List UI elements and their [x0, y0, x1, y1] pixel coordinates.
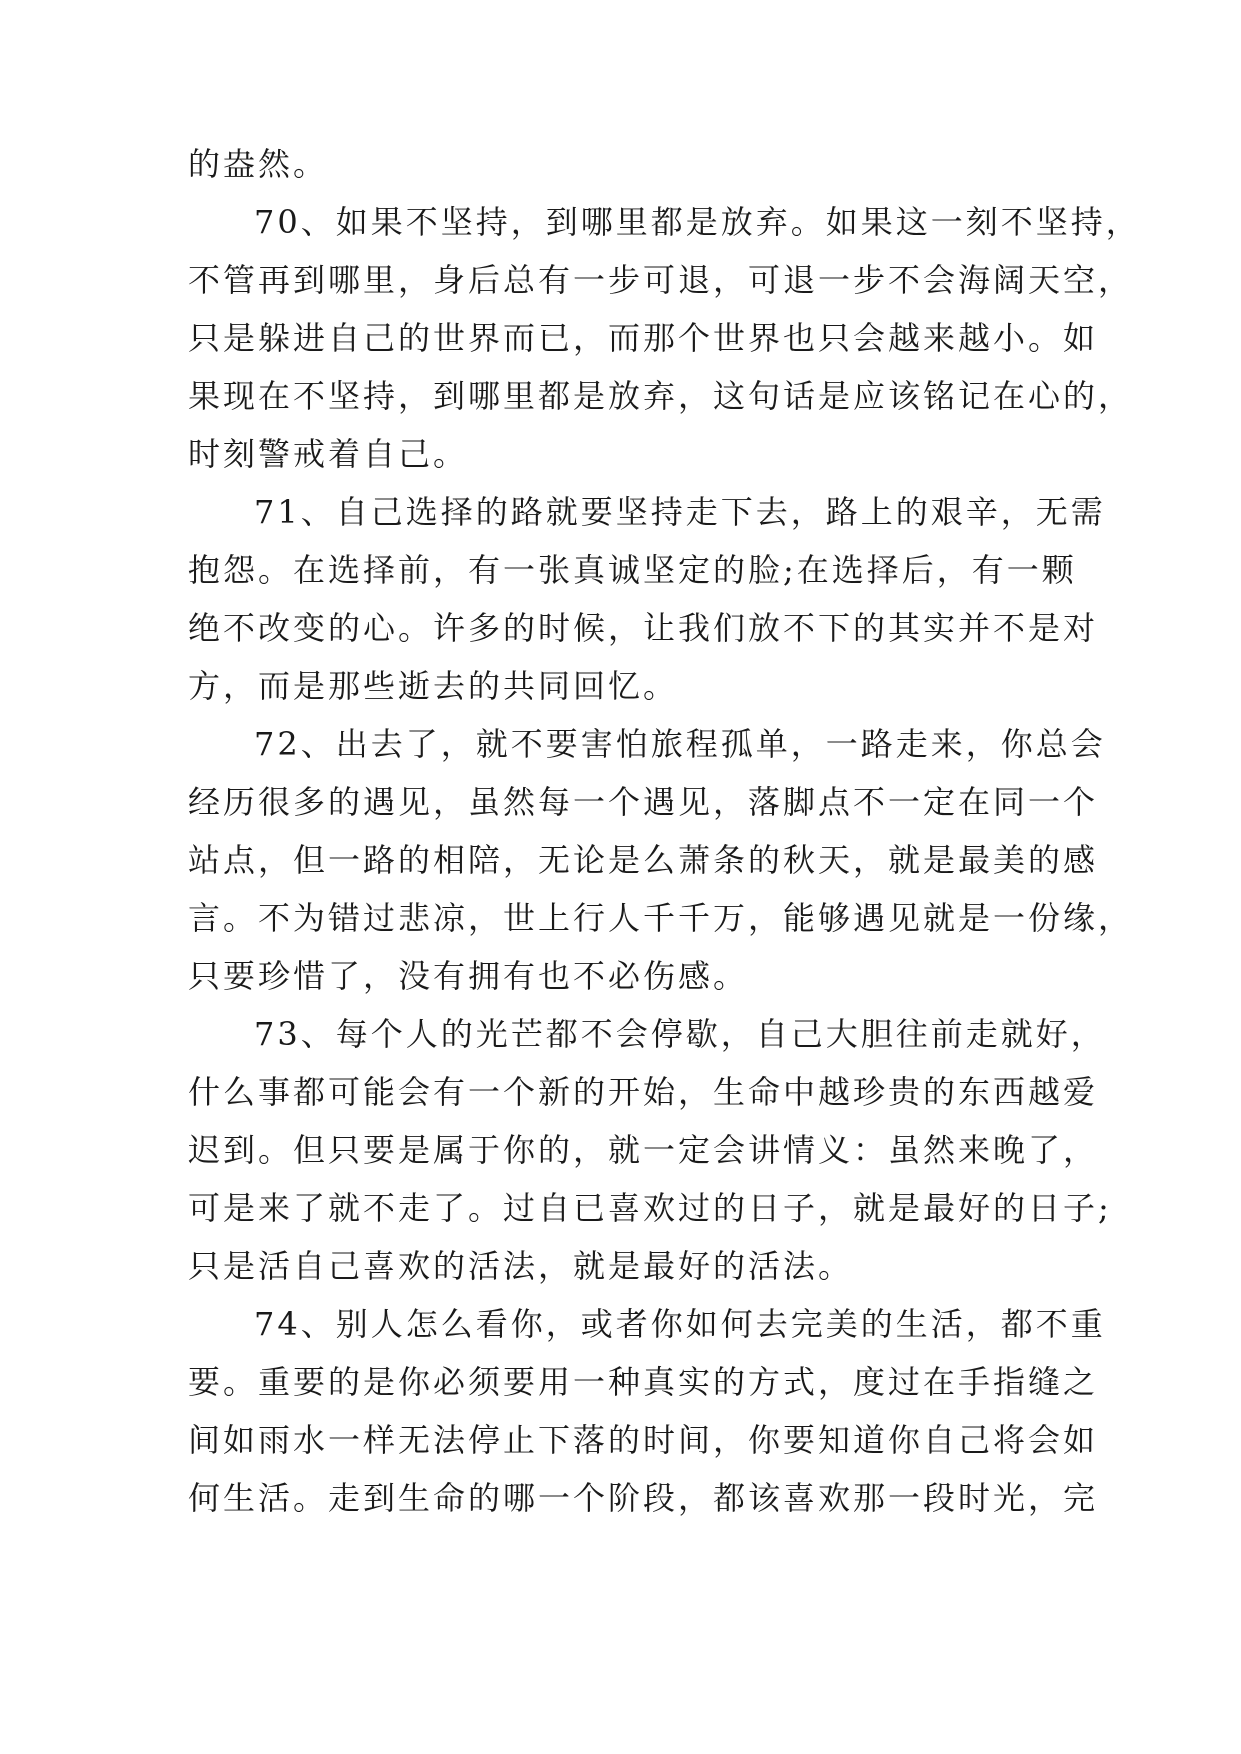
text-line: 经历很多的遇见，虽然每一个遇见，落脚点不一定在同一个 — [188, 783, 1099, 821]
text-line: 绝不改变的心。许多的时候，让我们放不下的其实并不是对 — [188, 609, 1099, 647]
text-line: 间如雨水一样无法停止下落的时间，你要知道你自己将会如 — [188, 1421, 1099, 1459]
text-line: 的盎然。 — [188, 145, 329, 183]
text-line: 何生活。走到生命的哪一个阶段，都该喜欢那一段时光，完 — [188, 1479, 1099, 1517]
text-line: 果现在不坚持，到哪里都是放弃，这句话是应该铭记在心的， — [188, 377, 1134, 415]
text-line: 言。不为错过悲凉，世上行人千千万，能够遇见就是一份缘， — [188, 899, 1134, 937]
paragraph-74-line: 74、别人怎么看你，或者你如何去完美的生活，都不重 — [254, 1305, 1106, 1343]
paragraph-70-line: 70、如果不坚持，到哪里都是放弃。如果这一刻不坚持， — [254, 203, 1141, 241]
text-line: 可是来了就不走了。过自已喜欢过的日子，就是最好的日子; — [188, 1189, 1112, 1227]
text-line: 只是躲进自己的世界而已，而那个世界也只会越来越小。如 — [188, 319, 1099, 357]
text-line: 方，而是那些逝去的共同回忆。 — [188, 667, 679, 705]
text-line: 不管再到哪里，身后总有一步可退，可退一步不会海阔天空， — [188, 261, 1134, 299]
text-line: 抱怨。在选择前，有一张真诚坚定的脸;在选择后，有一颗 — [188, 551, 1077, 589]
text-line: 只要珍惜了，没有拥有也不必伤感。 — [188, 957, 749, 995]
paragraph-72-line: 72、出去了，就不要害怕旅程孤单，一路走来，你总会 — [254, 725, 1106, 763]
text-line: 只是活自己喜欢的活法，就是最好的活法。 — [188, 1247, 854, 1285]
text-line: 站点，但一路的相陪，无论是么萧条的秋天，就是最美的感 — [188, 841, 1099, 879]
paragraph-73-line: 73、每个人的光芒都不会停歇，自己大胆往前走就好， — [254, 1015, 1106, 1053]
text-line: 迟到。但只要是属于你的，就一定会讲情义：虽然来晚了， — [188, 1131, 1099, 1169]
text-line: 要。重要的是你必须要用一种真实的方式，度过在手指缝之 — [188, 1363, 1099, 1401]
paragraph-71-line: 71、自己选择的路就要坚持走下去，路上的艰辛，无需 — [254, 493, 1106, 531]
text-line: 什么事都可能会有一个新的开始，生命中越珍贵的东西越爱 — [188, 1073, 1099, 1111]
text-line: 时刻警戒着自己。 — [188, 435, 469, 473]
